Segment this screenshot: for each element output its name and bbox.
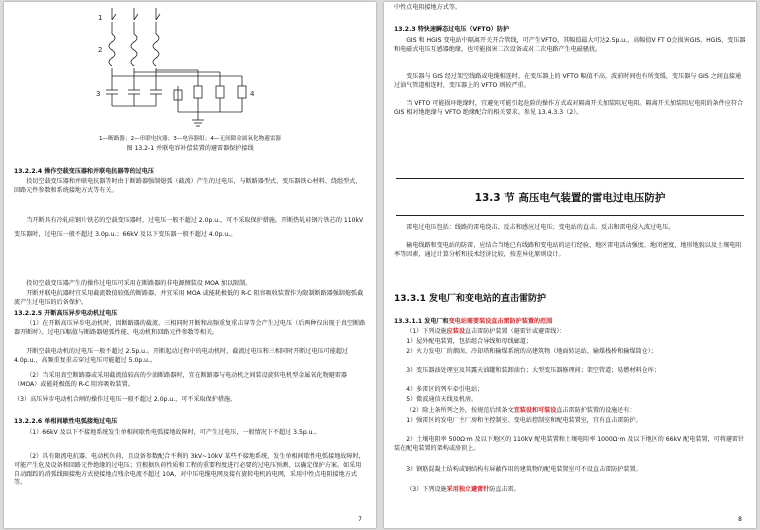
- paragraph: （2）具有限流电抗器、电动机负荷，且设备参数配合不利的 3kV~10kV 某些不接地系统，发生单相间歇性电弧接地故障时，可能产生危及设备和回路元件绝缘的过电压；宜根据负荷性质和工程的重要程度进行必要的过电压预测，以确定保护方案。如采用自动跟踪的消弧线圈接地方式使接地点残余电流不超过 10A，对中压电缆电网及接有旋转电机的电网，采用中性点电阻接地方式等。: [14, 453, 365, 487]
- list-item: （3）下列设施采用独立避雷针防直击雷。: [406, 486, 520, 493]
- breaker-phase-c: [153, 8, 160, 66]
- breaker-phase-b: [131, 8, 138, 66]
- paragraph: （2）当采用真空断路器或采用截流值较高的少油断路器时，宜在断路器与电动机之间装设旋转电机型金属氧化物避雷器（MOA）或能耗极低的 R-C 阻容吸收装置。: [14, 372, 347, 388]
- paragraph: 变压器与 GIS 经过架空线路或电缆相连时，在变压器上的 VFTO 幅值不高，波前时间也有所变缓，变压器与 GIS 之间直接通过油气管道相连时，变压器上的 VFTO 则较严重。: [394, 73, 742, 89]
- heading-13-3-1-1: 13.3.1.1 发电厂和变电站需要装设直击雷防护装置的范围: [394, 318, 553, 325]
- paragraph: 输电线路和变电站的防雷，应结合当地已有线路和变电站的运行经验、地区雷电活动强度、地闭密度、地形地貌以及土壤电阻率等因素，通过计算分析和技术经济比较，按差异化原则设计。: [394, 242, 742, 258]
- paragraph: 当开断具有冷轧硅钢片铁芯的空载变压器时，过电压一般不超过 2.0p.u.，可不采取保护措施。开断热轧硅钢片铁芯的 110kV 变压器时，过电压一般不超过 3.0p.u.；66kV 及以下变压器一般不超过 4.0p.u.。: [14, 217, 364, 239]
- capacitor-protection-circuit-diagram: [92, 6, 262, 131]
- paragraph: （1）66kV 及以下不接地系统发生单相间歇性电弧接地故障时，可产生过电压，一般情况下不超过 3.5p.u.。: [26, 429, 321, 436]
- diagram-label-2: 2: [98, 46, 103, 54]
- capacitor-bank: [106, 70, 162, 106]
- section-title-13-3: 13.3 节 高压电气装置的雷电过电压防护: [474, 192, 666, 204]
- diagram-label-3: 3: [96, 90, 101, 98]
- list-item: （1）下列设施应装设直击雷防护装置（避雷针或避雷线）：: [406, 328, 566, 335]
- paragraph: 雷电过电压包括：线路的雷电绕击、反击和感应过电压；变电站的直击、反击和雷电侵入波过电压。: [406, 224, 675, 231]
- list-item: （2）除上条所列之外，按规范后续条文宜装设和可装设直击雷防护装置的设施还有：: [406, 407, 636, 414]
- page-number: 7: [358, 516, 362, 524]
- paragraph: 开断并联电抗器时宜采用截流数值较低的断路器，并宜采用 MOA 或能耗极低的 R-C 阻容吸收装置作为限制断路器强制熄弧截流产生过电压的后备保护。: [14, 290, 364, 306]
- paragraph: （1）在开断高压异步电动机时，因断路器的截流、三相同时开断和高频重复重击穿等会产生过电压（后两种仅出现于真空断路器开断时）。过电压幅值与断路器熄弧性能、电动机和回路元件参数等相关。: [14, 320, 366, 336]
- document-page-right: [384, 2, 756, 528]
- arrester-group: [174, 70, 246, 126]
- paragraph: 当 VFTO 可能损坏绝缘时，宜避免可能引起危险的操作方式或对隔离开关加装阻尼电阻。隔离开关加装阻尼电阻的条件应符合 GIS 相对地绝缘与 VFTO 绝缘配合的相关要求。参见 13.4.3.3（2）。: [394, 100, 744, 116]
- paragraph: 中性点电阻接地方式等。: [394, 4, 462, 11]
- figure-caption: 图 13.2-1 并联电容补偿装置的避雷器保护接线: [126, 145, 254, 152]
- list-item: 2）火力发电厂的烟囱、冷却塔和输煤系统的高建筑物（地面转运站、输煤栈桥和输煤筒仓）；: [406, 348, 657, 355]
- list-item: 3）钢筋混凝土结构或钢结构有屏蔽作用的建筑物的配电装置室可不设直击雷防护装置。: [406, 466, 642, 473]
- document-page-left: [4, 2, 376, 528]
- diagram-label-1: 1: [98, 14, 103, 22]
- list-item: 2）土壤电阻率 500Ω·m 及以下地区的 110kV 配电装置和土壤电阻率 1000Ω·m 及以下地区的 66kV 配电装置，可将避雷针装在配电装置的架构或房顶上。: [394, 436, 745, 452]
- list-item: 1）强雷区的发电厂主厂房和主控制室、变电站控制室和配电装置室，宜有直击雷防护。: [406, 417, 642, 424]
- heading-13-2-2-5: 13.2.2.5 开断高压异步电动机过电压: [14, 310, 118, 317]
- list-item: 3）变压器油处理室及其露天油罐和装卸油台；大型变压器修理间；架空管道；易燃材料仓库；: [406, 367, 660, 374]
- list-item: 1）屋外配电装置，包括组合导线和母线廊道；: [406, 338, 532, 345]
- section-title-13-3-1: 13.3.1 发电厂和变电站的直击雷防护: [394, 294, 547, 304]
- heading-13-2-2-6: 13.2.2.6 单相间歇性电弧接地过电压: [14, 418, 118, 425]
- paragraph: 投切空载变压器和并联电抗器等时由于断路器强制熄弧（截流）产生的过电压，与断路器型式、变压器铁心材料、绕组型式、回路元件参数和系统接地方式等有关。: [14, 178, 362, 194]
- figure-legend: 1—断路器；2—串联电抗器；3—电容器组；4—无间隙金属氧化物避雷器: [98, 136, 282, 142]
- heading-13-2-3: 13.2.3 特快速瞬态过电压（VFTO）防护: [394, 26, 510, 33]
- page-number: 8: [738, 516, 742, 524]
- list-item: 5）微波通信天线及机房。: [406, 396, 478, 403]
- paragraph: GIS 和 HGIS 变电站中隔离开关开合管线，可产生VFTO，其幅值最大可达2.5p.u.，高幅值V FT O会损害GIS、HGIS、变压器和电磁式电压互感器绝缘，也可能损害二次设备或对二次电路产生电磁骚扰。: [394, 37, 746, 53]
- paragraph: 开断空载电动机的过电压一般不超过 2.5p.u.。开断起动过程中的电动机时，截流过电压和三相同时开断过电压可能超过 4.0p.u.，高频重复重击穿过电压可能超过 5.0p.u.。: [14, 348, 349, 364]
- breaker-phase-a: [109, 8, 116, 66]
- diagram-label-4: 4: [250, 90, 255, 98]
- section-title-box: [396, 178, 744, 216]
- list-item: 4）多雷区的列车牵引电站；: [406, 386, 484, 393]
- paragraph: （3）高压异步电动机合闸的操作过电压一般不超过 2.0p.u.，可不采取保护措施。: [14, 396, 237, 403]
- heading-13-2-2-4: 13.2.2.4 操作空载变压器和并联电抗器等的过电压: [14, 168, 154, 175]
- paragraph: 投切空载变压器产生的操作过电压可采用在断路器的非电源侧装设 MOA 加以限制。: [26, 280, 252, 287]
